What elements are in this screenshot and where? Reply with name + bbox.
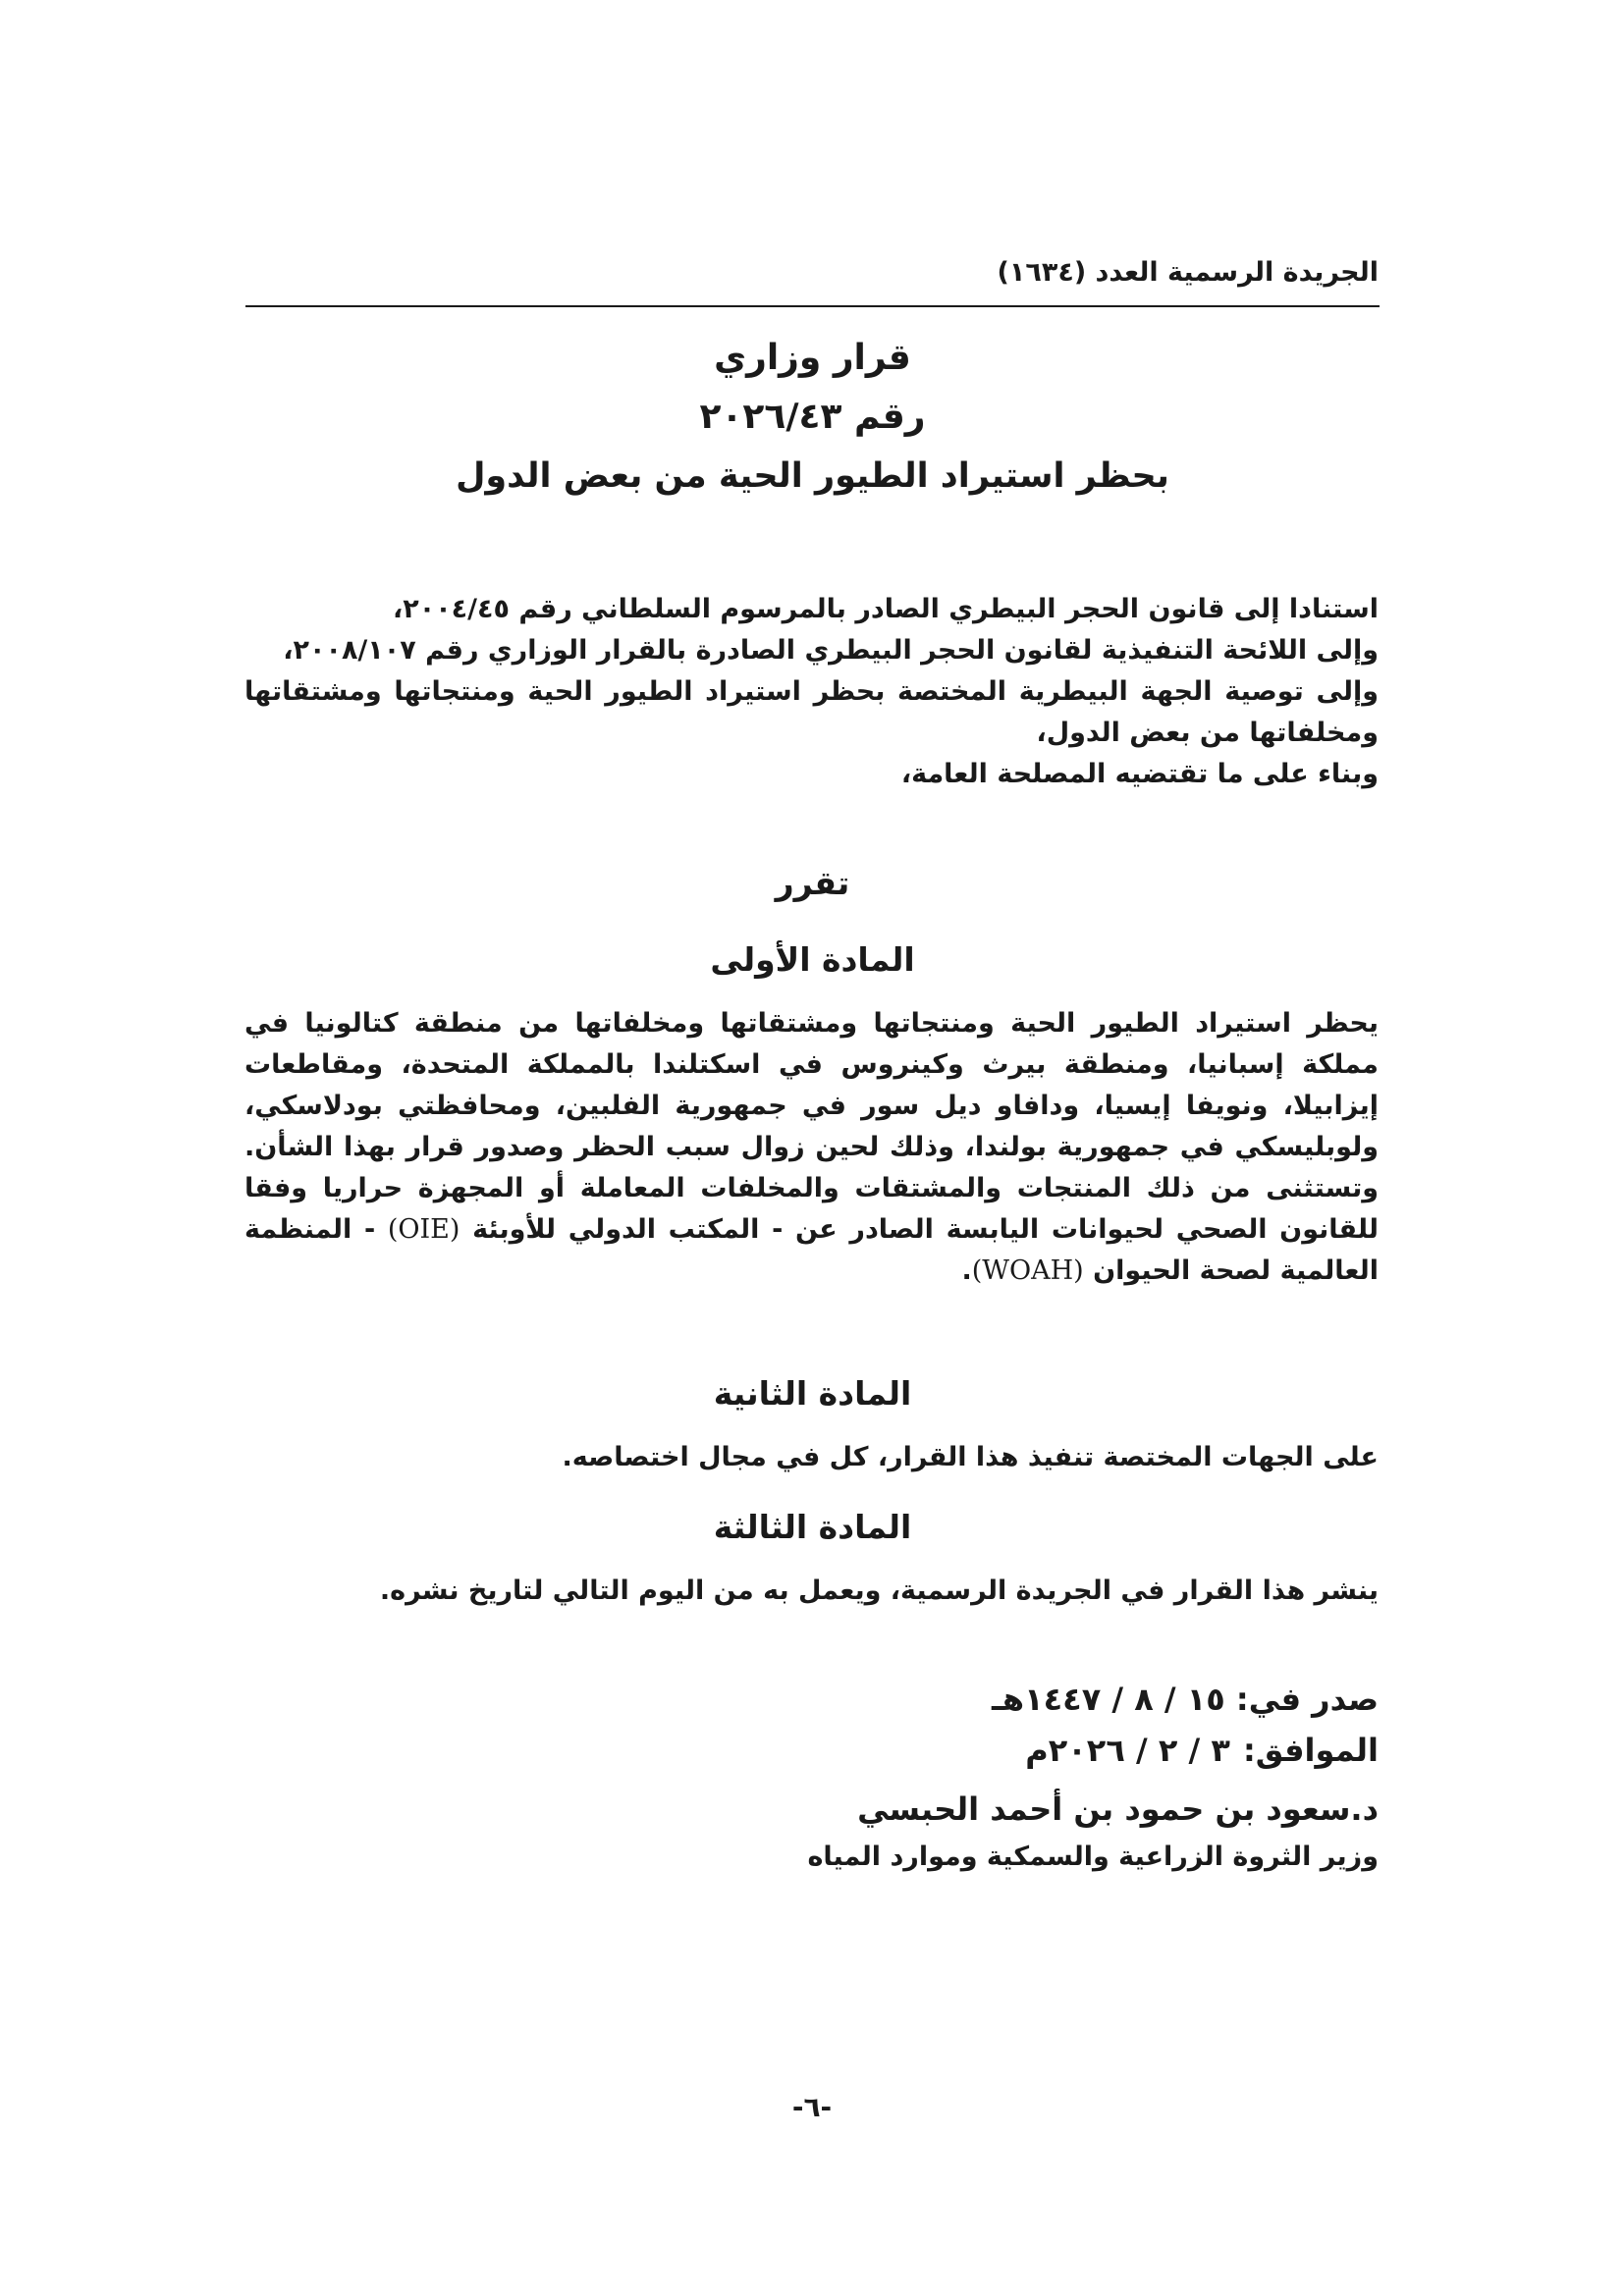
article-3-title: المادة الثالثة [713, 1508, 912, 1546]
article-1-text-part1: يحظر استيراد الطيور الحية ومنتجاتها ومشتقاتها ومخلفاتها من منطقة كتالونيا في مملكة إسبانيا، ومنطقة بيرث وكينروس في اسكتلندا بالمملكة المتحدة، ومقاطعات إيزابيلا، ونويفا إيسيا، ودافاو ديل سور في جمهورية الفلبين، ومحافظتي بودلاسكي، ولوبليسكي في جمهورية بولندا، وذلك لحين زوال سبب الحظر وصدور قرار بهذا الشأن. وتستثنى من ذلك المنتجات والمشتقات والمخلفات المعاملة أو المجهزة حراريا وفقا للقانون الصحي لحيوانات اليابسة الصادر عن - المكتب الدولي للأوبئة [244, 1008, 1379, 1245]
decides-heading: تقرر [775, 864, 850, 902]
decision-number: رقم ٢٠٢٦/٤٣ [699, 397, 926, 437]
article-1-text-part2: - المنظمة العالمية لصحة الحيوان [244, 1214, 1379, 1286]
article-2-title: المادة الثانية [713, 1374, 912, 1413]
signature-block [807, 1785, 1379, 1881]
article-3-body [244, 1571, 1379, 1612]
article-1-title: المادة الأولى [710, 940, 915, 979]
article-2-body [244, 1437, 1379, 1478]
issue-dates [992, 1674, 1379, 1776]
signatory-name: د.سعود بن حمود بن أحمد الحبسي [857, 1790, 1379, 1828]
article-3-text: ينشر هذا القرار في الجريدة الرسمية، ويعمل به من اليوم التالي لتاريخ نشره. [379, 1575, 1379, 1606]
article-1-body [244, 1003, 1379, 1292]
decision-title-block [245, 329, 1380, 506]
running-header: الجريدة الرسمية العدد (١٦٣٤) [997, 257, 1379, 288]
hijri-date-row [992, 1674, 1379, 1725]
gregorian-date: ٣ / ٢ / ٢٠٢٦م [1025, 1732, 1230, 1769]
preamble-clause: وبناء على ما تقتضيه المصلحة العامة، [900, 759, 1379, 789]
article-1-text-end: . [961, 1255, 972, 1286]
header-divider [245, 305, 1380, 307]
oie-abbreviation: (OIE) [387, 1214, 460, 1245]
article-1-text [244, 1003, 1379, 1292]
preamble-clause: استنادا إلى قانون الحجر البيطري الصادر بالمرسوم السلطاني رقم ٢٠٠٤/٤٥، [392, 594, 1379, 624]
article-2-text: على الجهات المختصة تنفيذ هذا القرار، كل في مجال اختصاصه. [562, 1442, 1379, 1472]
preamble [244, 589, 1379, 795]
woah-abbreviation: (WOAH) [971, 1255, 1084, 1286]
decision-type: قرار وزاري [714, 338, 911, 378]
page-number: -٦- [791, 2091, 833, 2123]
preamble-clause: وإلى اللائحة التنفيذية لقانون الحجر البيطري الصادرة بالقرار الوزاري رقم ٢٠٠٨/١٠٧، [283, 635, 1379, 666]
hijri-date: ١٥ / ٨ / ١٤٤٧هـ [991, 1681, 1225, 1718]
issued-label: صدر في: [1235, 1681, 1379, 1718]
signatory-title: وزير الثروة الزراعية والسمكية وموارد المياه [807, 1842, 1379, 1872]
gregorian-date-row [992, 1725, 1379, 1776]
decision-subject: بحظر استيراد الطيور الحية من بعض الدول [456, 456, 1169, 496]
preamble-clause: وإلى توصية الجهة البيطرية المختصة بحظر استيراد الطيور الحية ومنتجاتها ومشتقاتها ومخلفاتها من بعض الدول، [244, 676, 1379, 748]
corresponding-label: الموافق: [1242, 1732, 1379, 1769]
